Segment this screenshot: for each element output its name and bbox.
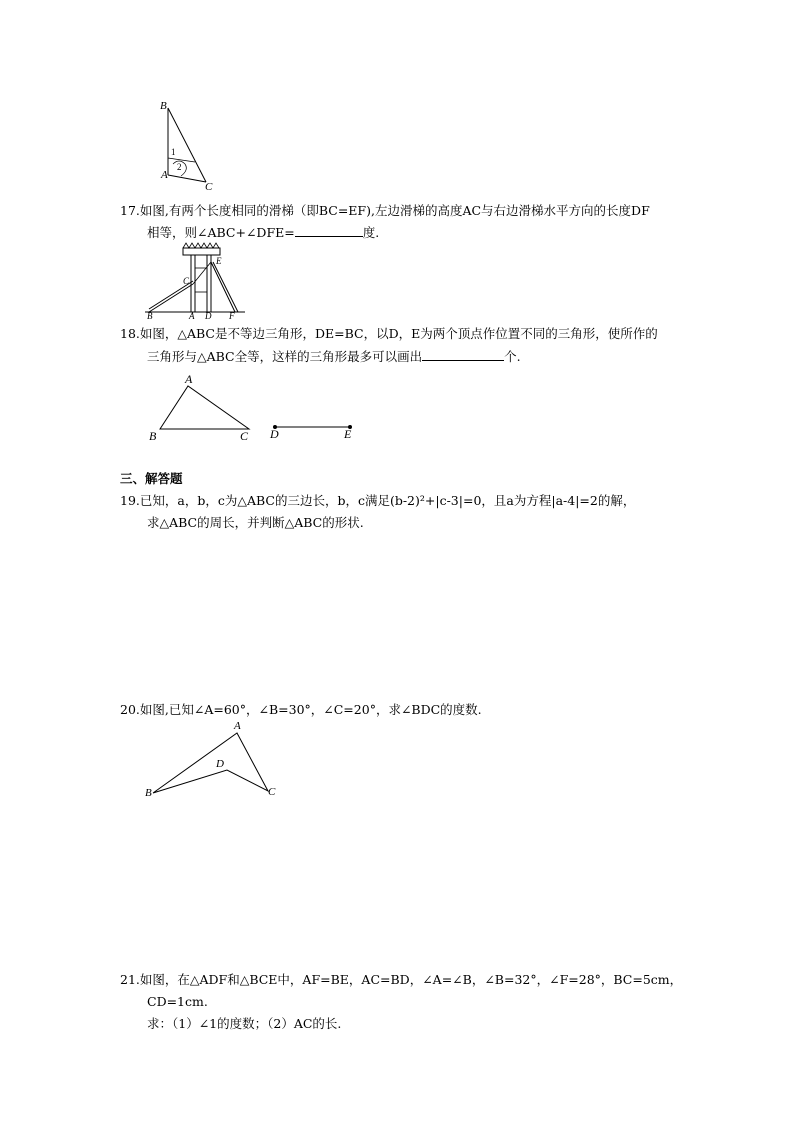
q20-label-a: A (234, 720, 241, 732)
q18-figure (145, 370, 365, 445)
q17-answer-blank[interactable] (295, 224, 363, 237)
q17-line2 (147, 224, 379, 241)
q21-line1: 21.如图，在△ADF和△BCE中，AF=BE，AC=BD，∠A=∠B，∠B=32°，∠F=28°，BC=5cm， (120, 972, 683, 987)
section-3-title: 三、解答题 (120, 471, 183, 486)
q18-line2-post: 个. (504, 349, 521, 364)
q17-line2-post: 度. (362, 225, 380, 240)
q20-figure (140, 718, 290, 803)
q17-label-a: A (189, 311, 195, 321)
q16-triangle-figure (155, 100, 225, 195)
q17-label-f: F (229, 311, 235, 321)
q18-label-d: D (270, 427, 279, 441)
q20-line1: 20.如图,已知∠A=60°，∠B=30°，∠C=20°，求∠BDC的度数. (120, 702, 482, 717)
q21-line2: CD=1cm. (147, 994, 208, 1009)
q20-label-c: C (268, 786, 276, 798)
q18-line2 (147, 348, 521, 365)
q18-label-e: E (344, 427, 352, 441)
q16-label-1: 1 (171, 147, 176, 157)
q17-slide-figure (145, 240, 250, 320)
q18-line1: 18.如图，△ABC是不等边三角形，DE=BC，以D，E为两个顶点作位置不同的三角形，使所作的 (120, 326, 658, 341)
q17-label-e: E (216, 256, 222, 266)
q18-line2-pre: 三角形与△ABC全等，这样的三角形最多可以画出 (147, 349, 423, 364)
q17-line2-pre: 相等，则∠ABC+∠DFE= (147, 225, 295, 240)
q19-line1: 19.已知，a，b，c为△ABC的三边长，b，c满足(b-2)²+|c-3|=0，且a为方程|a-4|=2的解， (120, 493, 636, 508)
q18-label-c: C (240, 429, 249, 443)
q18-label-b: B (149, 429, 157, 443)
q17-label-c: C (183, 276, 190, 286)
q17-label-d: D (205, 311, 212, 321)
q17-line1: 17.如图,有两个长度相同的滑梯（即BC=EF),左边滑梯的高度AC与右边滑梯水平方向的长度DF (120, 203, 650, 218)
q17-label-b: B (147, 311, 153, 321)
q16-label-a: A (161, 169, 168, 181)
q20-label-b: B (145, 787, 152, 799)
q18-answer-blank[interactable] (422, 348, 504, 361)
q20-label-d: D (216, 758, 224, 770)
q19-line2: 求△ABC的周长，并判断△ABC的形状. (147, 515, 364, 530)
q21-line3: 求：（1）∠1的度数；（2）AC的长. (147, 1016, 342, 1031)
q17-slide-svg (145, 240, 250, 320)
q18-svg (145, 370, 365, 445)
q18-label-a: A (185, 372, 193, 386)
q16-label-b: B (160, 100, 167, 112)
q16-label-2: 2 (177, 162, 182, 172)
q16-label-c: C (205, 181, 213, 193)
